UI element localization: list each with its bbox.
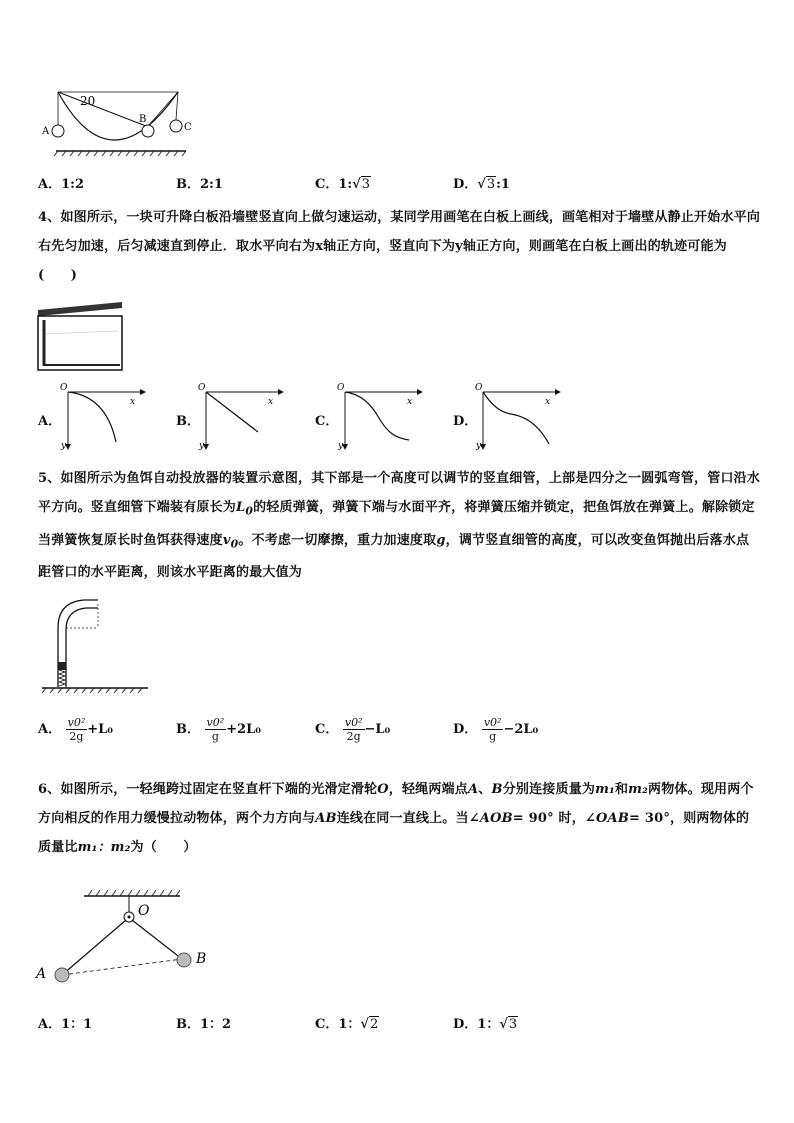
q3-option-a[interactable]: A．1:2 — [38, 177, 84, 192]
sqrt-symbol: √ — [499, 1017, 508, 1032]
q4-option-c[interactable]: C． — [315, 414, 339, 429]
svg-text:O: O — [60, 383, 68, 393]
q6-label-a: A — [36, 966, 47, 982]
svg-text:y: y — [199, 441, 205, 451]
q5-option-a[interactable]: A． $\frac{\text{v0²}}{2g}$ +L₀ — [38, 716, 113, 743]
q4-graph-b[interactable] — [196, 382, 286, 452]
sqrt-symbol: √ — [352, 177, 361, 192]
q6-stem: 6、如图所示，一轻绳跨过固定在竖直杆下端的光滑定滑轮O，轻绳两端点A、B分别连接质量为m₁和m₂两物体。现用两个方向相反的作用力缓慢拉动物体，两个力方向与AB连线在同一直线上。当∠AOB= 90° 时，∠OAB= 30°，则两物体的质量比m₁：m₂为（ ） — [38, 782, 754, 855]
q5-option-d[interactable]: D． $\frac{\text{v0²}}{g}$ −2L₀ — [453, 716, 539, 743]
q6-option-d[interactable]: D．1：√3 — [453, 1017, 518, 1032]
q3-angle-label: 20 — [80, 94, 96, 108]
svg-text:x: x — [407, 397, 413, 407]
svg-text:y: y — [476, 441, 482, 451]
svg-text:x: x — [268, 397, 274, 407]
q5-stem: 5、如图所示为鱼饵自动投放器的装置示意图，其下部是一个高度可以调节的竖直细管，上部是四分之一圆弧弯管，管口沿水平方向。竖直细管下端装有原长为$L_0$的轻质弹簧，弹簧下端与水面平齐，将弹簧压缩并锁定，把鱼饵放在弹簧上。解除锁定当弹簧恢复原长时鱼饵获得速度$v_0$。不考虑一切摩擦，重力加速度取g，调节竖直细管的高度，可以改变鱼饵抛出后落水点距管口的水平距离，则该水平距离的最大值为 — [38, 471, 761, 581]
q4-option-d[interactable]: D． — [453, 414, 478, 429]
svg-text:O: O — [198, 383, 206, 393]
q4-option-b[interactable]: B． — [176, 414, 200, 429]
q6-option-c[interactable]: C．1：√2 — [315, 1017, 379, 1032]
svg-text:y: y — [338, 441, 344, 451]
q6-option-b[interactable]: B．1：2 — [176, 1017, 232, 1032]
q3-label-a: A — [42, 126, 50, 137]
sqrt-symbol: √ — [477, 177, 486, 192]
sqrt-symbol: √ — [360, 1017, 369, 1032]
svg-text:x: x — [130, 397, 136, 407]
q3-label-b: B — [139, 114, 147, 125]
q4-graph-a[interactable] — [58, 382, 148, 452]
q3-label-c: C — [184, 122, 192, 133]
q4-whiteboard-figure — [36, 300, 126, 372]
q3-option-d[interactable]: D．√3:1 — [453, 177, 510, 192]
svg-text:y: y — [61, 441, 67, 451]
q3-option-c[interactable]: C．1:√3 — [315, 177, 371, 192]
q4-graph-d[interactable] — [473, 382, 563, 452]
q4-graph-c[interactable] — [335, 382, 425, 452]
q5-option-b[interactable]: B． $\frac{\text{v0²}}{g}$ +2L₀ — [176, 716, 261, 743]
q3-option-b[interactable]: B．2:1 — [176, 177, 223, 192]
svg-text:O: O — [337, 383, 345, 393]
q3-pendulum-figure — [36, 88, 196, 158]
svg-text:x: x — [545, 397, 551, 407]
q6-label-o: O — [138, 903, 150, 919]
q4-stem: 4、如图所示，一块可升降白板沿墙壁竖直向上做匀速运动，某同学用画笔在白板上画线，画笔相对于墙壁从静止开始水平向右先匀加速，后匀减速直到停止．取水平向右为x轴正方向，竖直向下为y轴正方向，则画笔在白板上画出的轨迹可能为( ) — [38, 210, 761, 283]
q6-option-a[interactable]: A．1：1 — [38, 1017, 93, 1032]
svg-text:O: O — [475, 383, 483, 393]
q6-pulley-figure — [34, 886, 224, 990]
q4-option-a[interactable]: A． — [38, 414, 62, 429]
q5-option-c[interactable]: C． $\frac{\text{v0²}}{2g}$ −L₀ — [315, 716, 391, 743]
q5-feeder-figure — [38, 592, 150, 702]
q6-label-b: B — [196, 951, 207, 967]
